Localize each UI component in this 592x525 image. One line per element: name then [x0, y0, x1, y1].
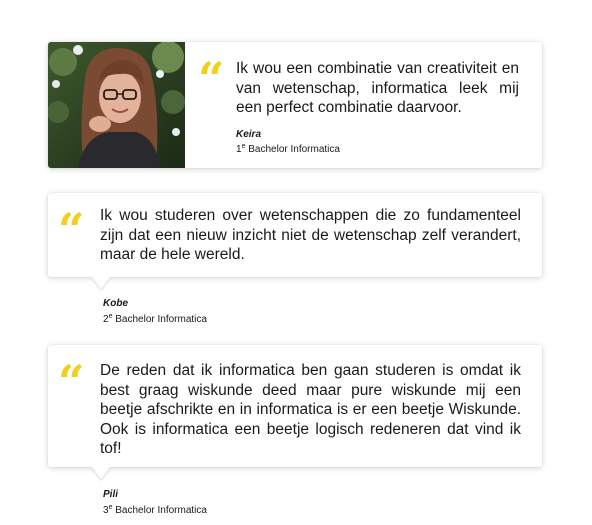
testimonial-card-kobe [48, 193, 542, 277]
program-name: Bachelor Informatica [115, 505, 207, 516]
student-name: Pili [103, 489, 119, 500]
program-year-suffix: e [108, 313, 113, 320]
program-year: 2 [103, 314, 109, 325]
program-year-suffix: e [108, 504, 113, 511]
quote-open-icon: “ [58, 355, 83, 409]
student-program [103, 313, 207, 325]
quote-open-icon: “ [198, 52, 223, 106]
program-name: Bachelor Informatica [248, 144, 340, 155]
student-program [103, 504, 207, 516]
testimonial-card-keira [48, 42, 542, 168]
student-program [236, 143, 340, 155]
program-year-suffix: e [241, 143, 246, 150]
speech-bubble-tail [92, 467, 110, 479]
speech-bubble-tail [92, 277, 110, 289]
program-year: 3 [103, 505, 109, 516]
testimonial-quote: De reden dat ik informatica ben gaan studeren is omdat ik best graag wiskunde deed maar pure wiskunde mij een beetje afschrikte en in informatica is er een beetje Wiskunde. Ook is informatica een beetje logisch redeneren dat vind ik tof! [100, 362, 521, 457]
testimonial-card-pili [48, 345, 542, 467]
testimonial-quote: Ik wou studeren over wetenschappen die zo fundamenteel zijn dat een nieuw inzicht niet de wetenschap zelf verandert, maar de hele wereld. [100, 207, 521, 263]
student-name: Kobe [103, 298, 128, 309]
student-photo [48, 42, 185, 168]
program-year: 1 [236, 144, 242, 155]
student-photo-image [48, 42, 185, 168]
student-name: Keira [236, 129, 262, 140]
testimonial-quote: Ik wou een combinatie van creativiteit en van wetenschap, informatica leek mij een perfect combinatie daarvoor. [236, 60, 519, 116]
quote-open-icon: “ [58, 203, 83, 257]
program-name: Bachelor Informatica [115, 314, 207, 325]
